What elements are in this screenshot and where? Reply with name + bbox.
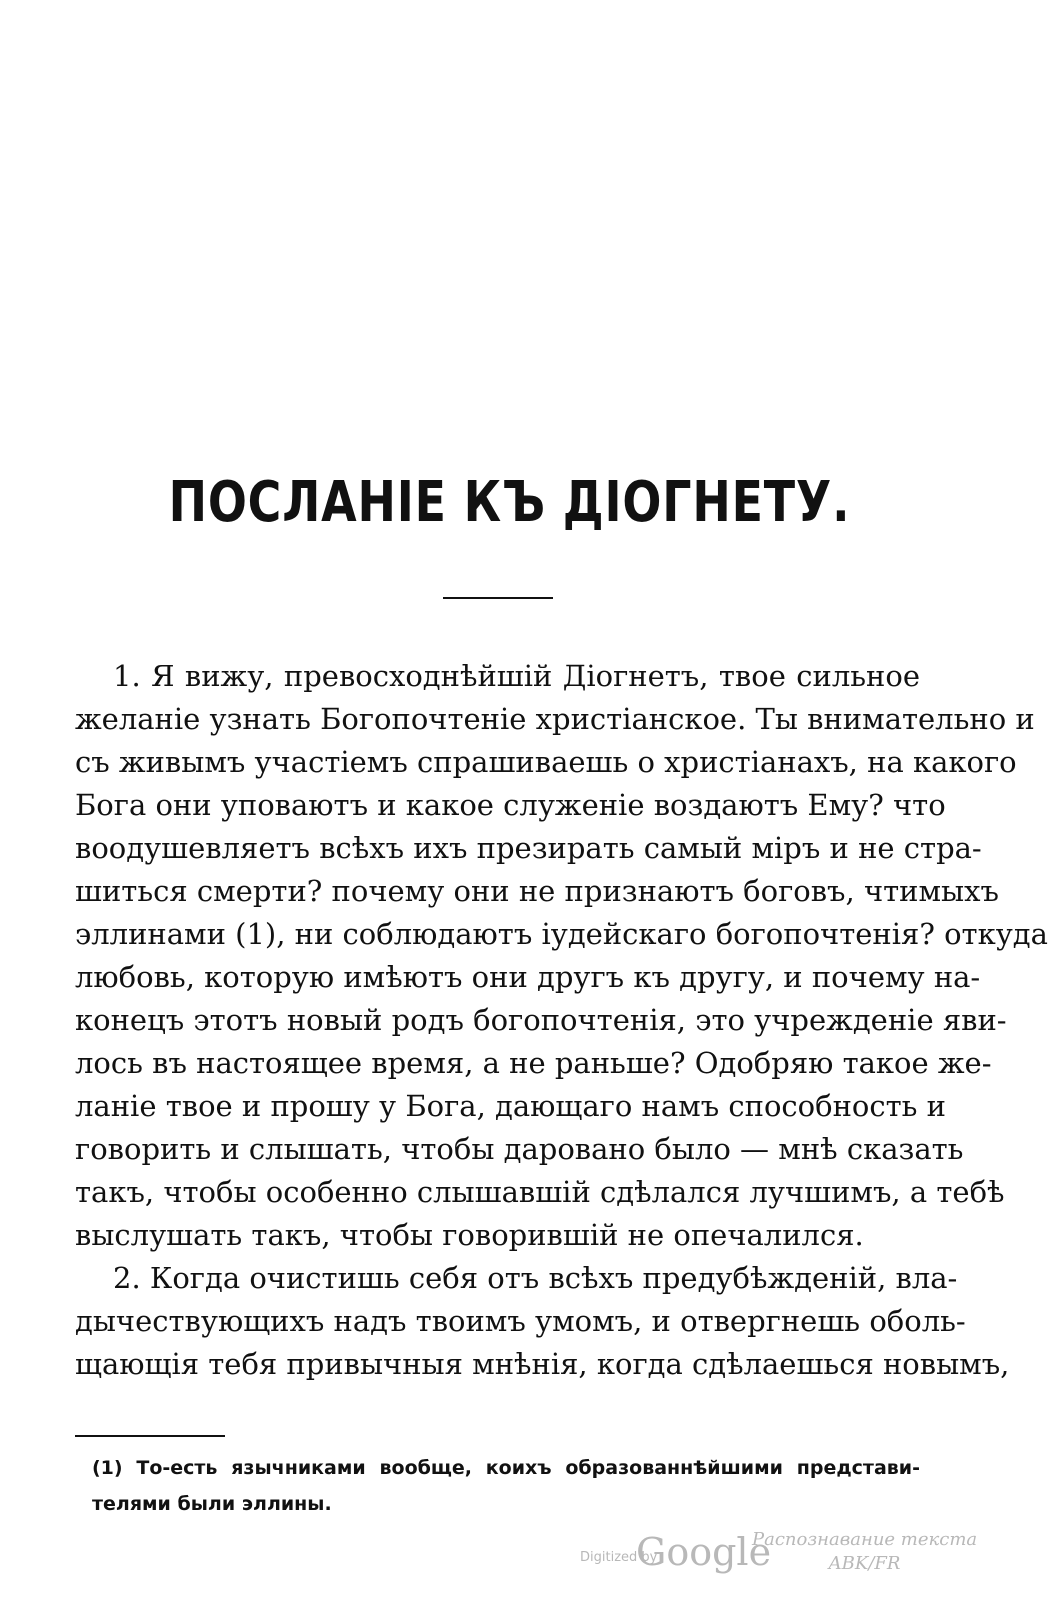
text-line: ланіе твое и прошу у Бога, дающаго намъ способность и bbox=[75, 1089, 946, 1123]
footnote-reference[interactable]: (1) bbox=[235, 917, 277, 951]
text-fragment: , ни соблюдаютъ іудейскаго богопочтенія? откуда bbox=[276, 917, 1048, 951]
watermark-ocr-credit bbox=[752, 1528, 977, 1576]
watermark-ocr-line: Распознавание текста bbox=[752, 1529, 978, 1550]
text-line: выслушать такъ, чтобы говорившій не опечалился. bbox=[75, 1218, 864, 1252]
text-line: дычествующихъ надъ твоимъ умомъ, и отвергнешь оболь- bbox=[75, 1304, 966, 1338]
google-logo: Google bbox=[636, 1530, 772, 1574]
text-line: 1. Я вижу, превосходнѣйшій Діогнетъ, твое сильное bbox=[113, 659, 920, 693]
text-line: говорить и слышать, чтобы даровано было — мнѣ сказать bbox=[75, 1132, 964, 1166]
text-line: такъ, чтобы особенно слышавшій сдѣлался лучшимъ, а тебѣ bbox=[75, 1175, 1005, 1209]
footnote-divider bbox=[75, 1435, 225, 1437]
text-line: съ живымъ участіемъ спрашиваешь о христіанахъ, на какого bbox=[75, 745, 1017, 779]
text-fragment: эллинами bbox=[75, 917, 226, 951]
text-line: Бога они уповаютъ и какое служеніе воздаютъ Ему? что bbox=[75, 788, 946, 822]
text-line: шиться смерти? почему они не признаютъ боговъ, чтимыхъ bbox=[75, 874, 999, 908]
text-line: конецъ этотъ новый родъ богопочтенія, это учрежденіе яви- bbox=[75, 1003, 1007, 1037]
text-line: щающія тебя привычныя мнѣнія, когда сдѣлаешься новымъ, bbox=[75, 1347, 1010, 1381]
text-line bbox=[75, 913, 1048, 956]
main-text bbox=[75, 655, 1048, 1386]
footnote-line: телями были эллины. bbox=[92, 1493, 332, 1515]
page-title: ПОСЛАНІЕ КЪ ДІОГНЕТУ. bbox=[168, 470, 851, 535]
title-divider bbox=[443, 597, 553, 599]
text-line: любовь, которую имѣютъ они другъ къ другу, и почему на- bbox=[75, 960, 981, 994]
text-line: воодушевляетъ всѣхъ ихъ презирать самый міръ и не стра- bbox=[75, 831, 982, 865]
text-line: лось въ настоящее время, а не раньше? Одобряю такое же- bbox=[75, 1046, 992, 1080]
text-line: 2. Когда очистишь себя отъ всѣхъ предубѣжденій, вла- bbox=[113, 1261, 958, 1295]
text-line: желаніе узнать Богопочтеніе христіанское. Ты внимательно и bbox=[75, 702, 1035, 736]
digitization-watermark bbox=[580, 1522, 1000, 1592]
footnote bbox=[92, 1450, 920, 1522]
footnote-line: (1) То-есть язычниками вообще, коихъ образованнѣйшими представи- bbox=[92, 1457, 920, 1479]
watermark-ocr-line: ABK/FR bbox=[828, 1553, 901, 1574]
watermark-digitized-label: Digitized by bbox=[580, 1550, 658, 1565]
